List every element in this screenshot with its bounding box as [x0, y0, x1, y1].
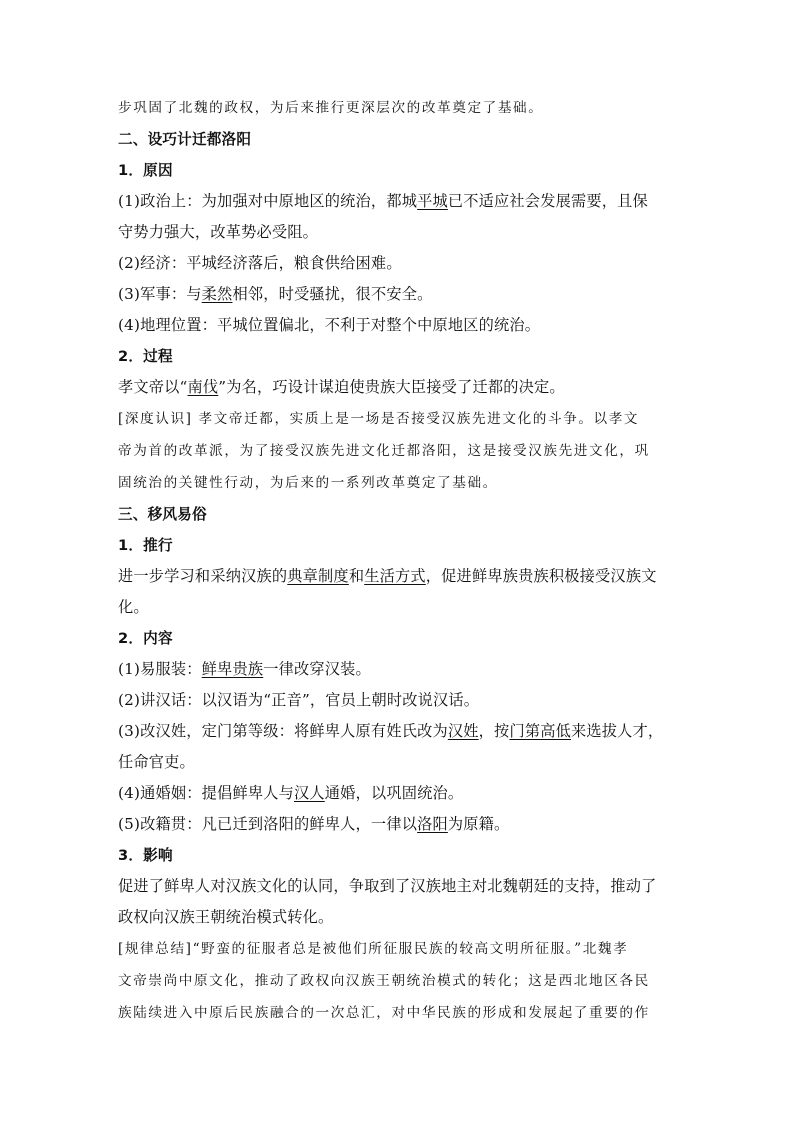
text-run: (3)军事：与 — [118, 285, 202, 303]
text-run: 帝为首的改革派，为了接受汉族先进文化迁都洛阳，这是接受汉族先进文化，巩 — [118, 443, 650, 459]
text-run: 已不适应社会发展需要，且保 — [447, 192, 648, 210]
text-line — [118, 217, 680, 248]
text-run: ，促进鲜卑族贵族积极接受汉族文 — [425, 567, 657, 585]
text-line — [118, 747, 680, 778]
underlined-term: 汉人 — [294, 784, 325, 802]
text-run: (2)经济：平城经济落后，粮食供给困难。 — [118, 254, 402, 272]
underlined-term: 南伐 — [187, 378, 219, 396]
underlined-term: 典章制度 — [287, 567, 349, 585]
underlined-term: 柔然 — [201, 285, 233, 303]
text-run: [深度认识] 孝文帝迁都，实质上是一场是否接受汉族先进文化的斗争。以孝文 — [118, 411, 640, 427]
text-run: (4)通婚姻：提倡鲜卑人与 — [118, 784, 294, 802]
section-heading — [118, 341, 680, 372]
text-run: ”为名，巧设计谋迫使贵族大臣接受了迁都的决定。 — [218, 378, 565, 396]
text-run: 进一步学习和采纳汉族的 — [118, 567, 288, 585]
text-line — [118, 965, 680, 997]
text-run: (4)地理位置：平城位置偏北，不利于对整个中原地区的统治。 — [118, 316, 541, 334]
underlined-term: 洛阳 — [417, 815, 448, 833]
text-run: 任命官吏。 — [118, 753, 195, 771]
text-run: 和 — [348, 567, 365, 585]
text-run: 2．内容 — [118, 630, 173, 647]
text-run: (1)易服装： — [118, 660, 202, 678]
underlined-term: 鲜卑贵族 — [201, 660, 264, 678]
text-line — [118, 592, 680, 623]
text-line — [118, 248, 680, 279]
text-run: 步巩固了北魏的政权，为后来推行更深层次的改革奠定了基础。 — [118, 100, 544, 116]
text-line — [118, 809, 680, 840]
text-line — [118, 997, 680, 1029]
text-run: 1．原因 — [118, 162, 173, 179]
text-line — [118, 435, 680, 467]
text-line — [118, 933, 680, 965]
text-run: [规律总结]“野蛮的征服者总是被他们所征服民族的较高文明所征服。”北魏孝 — [118, 941, 629, 957]
section-heading — [118, 155, 680, 186]
section-heading — [118, 499, 680, 530]
text-run: 通婚，以巩固统治。 — [324, 784, 464, 802]
text-run: 来选拔人才， — [571, 722, 664, 740]
text-line — [118, 561, 680, 592]
text-run: 文帝崇尚中原文化，推动了政权向汉族王朝统治模式的转化；这是西北地区各民 — [118, 973, 650, 989]
section-heading — [118, 124, 680, 155]
text-line — [118, 902, 680, 933]
text-run: 守势力强大，改革势必受阻。 — [118, 223, 319, 241]
text-line — [118, 467, 680, 499]
underlined-term: 平城 — [417, 192, 448, 210]
document-page — [118, 92, 680, 1029]
text-run: 相邻，时受骚扰，很不安全。 — [232, 285, 433, 303]
text-line — [118, 871, 680, 902]
text-run: 化。 — [118, 598, 149, 616]
text-run: 二、设巧计迁都洛阳 — [118, 131, 252, 148]
text-line — [118, 186, 680, 217]
text-line — [118, 279, 680, 310]
text-run: 为原籍。 — [447, 815, 510, 833]
section-heading — [118, 840, 680, 871]
text-run: 促进了鲜卑人对汉族文化的认同，争取到了汉族地主对北魏朝廷的支持，推动了 — [118, 877, 657, 895]
text-line — [118, 403, 680, 435]
text-run: (3)改汉姓，定门第等级：将鲜卑人原有姓氏改为 — [118, 722, 448, 740]
underlined-term: 门第高低 — [509, 722, 571, 740]
text-run: 族陆续进入中原后民族融合的一次总汇，对中华民族的形成和发展起了重要的作 — [118, 1005, 650, 1021]
text-line — [118, 372, 680, 403]
section-heading — [118, 623, 680, 654]
text-run: 固统治的关键性行动，为后来的一系列改革奠定了基础。 — [118, 475, 498, 491]
underlined-term: 生活方式 — [364, 567, 426, 585]
text-run: (2)讲汉话：以汉语为“正音”，官员上朝时改说汉话。 — [118, 691, 480, 709]
text-line — [118, 654, 680, 685]
text-run: (5)改籍贯：凡已迁到洛阳的鲜卑人，一律以 — [118, 815, 418, 833]
text-run: 政权向汉族王朝统治模式转化。 — [118, 908, 334, 926]
text-line — [118, 685, 680, 716]
text-line — [118, 92, 680, 124]
text-run: 1．推行 — [118, 537, 173, 554]
text-run: ，按 — [478, 722, 510, 740]
section-heading — [118, 530, 680, 561]
text-run: (1)政治上：为加强对中原地区的统治，都城 — [118, 192, 418, 210]
text-run: 3．影响 — [118, 847, 173, 864]
text-line — [118, 310, 680, 341]
text-line — [118, 778, 680, 809]
text-line — [118, 716, 680, 747]
text-run: 孝文帝以“ — [118, 378, 188, 396]
text-run: 2．过程 — [118, 348, 173, 365]
text-run: 一律改穿汉装。 — [263, 660, 371, 678]
text-run: 三、移风易俗 — [118, 506, 207, 523]
underlined-term: 汉姓 — [447, 722, 479, 740]
